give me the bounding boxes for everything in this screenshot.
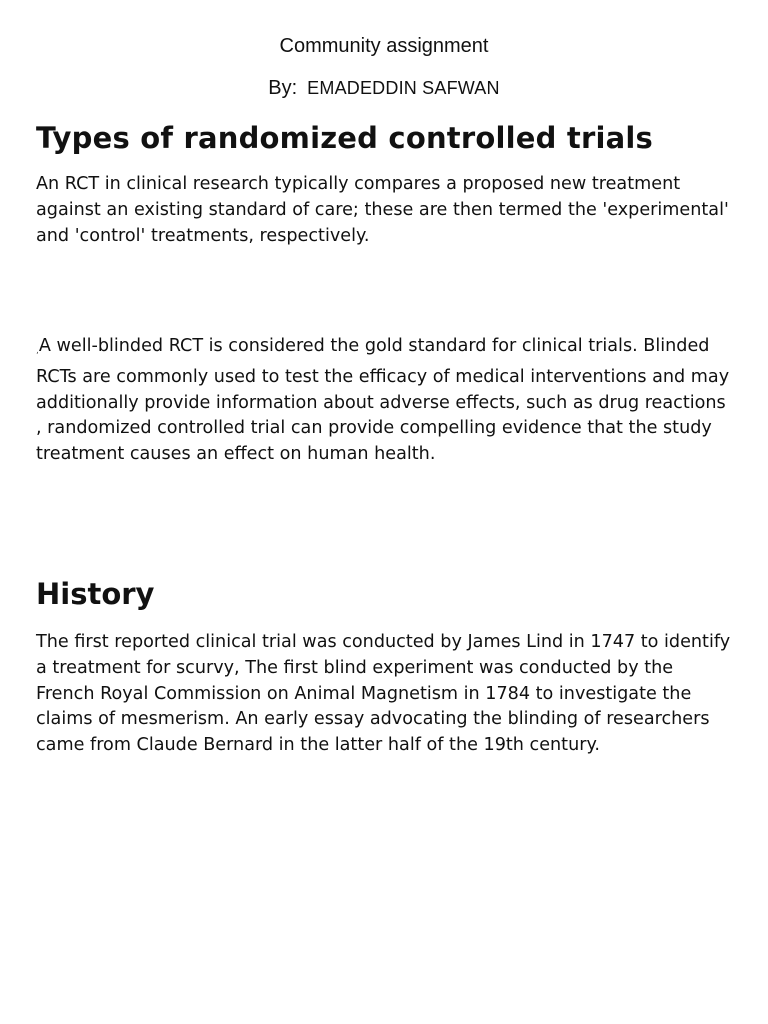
by-label: By: — [268, 77, 298, 99]
stray-comma-mark: , — [36, 346, 39, 356]
author-name: EMADEDDIN SAFWAN — [307, 78, 500, 98]
assignment-title: Community assignment — [279, 35, 489, 57]
paragraph-blinded-rct — [36, 334, 736, 468]
section-heading-history: History — [36, 577, 155, 611]
paragraph-history: The first reported clinical trial was conducted by James Lind in 1747 to identify a treatment for scurvy, The first blind experiment was conducted by the French Royal Commission on Animal Magnetism in 1784 to investigate the claims of mesmerism. An early essay advocating the blinding of researchers came from Claude Bernard in the latter half of the 19th century. — [36, 632, 731, 756]
author-line — [0, 76, 768, 101]
section-heading-types: Types of randomized controlled trials — [36, 121, 653, 155]
paragraph-blinded-rct-text: A well-blinded RCT is considered the gold standard for clinical trials. Blinded RCTs are commonly used to test the efficacy of medical interventions and may additionally provide information about adverse effects, such as drug reactions , randomized controlled trial can provide compelling evidence that the study treatment causes an effect on human health. — [36, 336, 730, 465]
paragraph-rct-intro: An RCT in clinical research typically compares a proposed new treatment against an existing standard of care; these are then termed the 'experimental' and 'control' treatments, respectively. — [36, 174, 729, 246]
